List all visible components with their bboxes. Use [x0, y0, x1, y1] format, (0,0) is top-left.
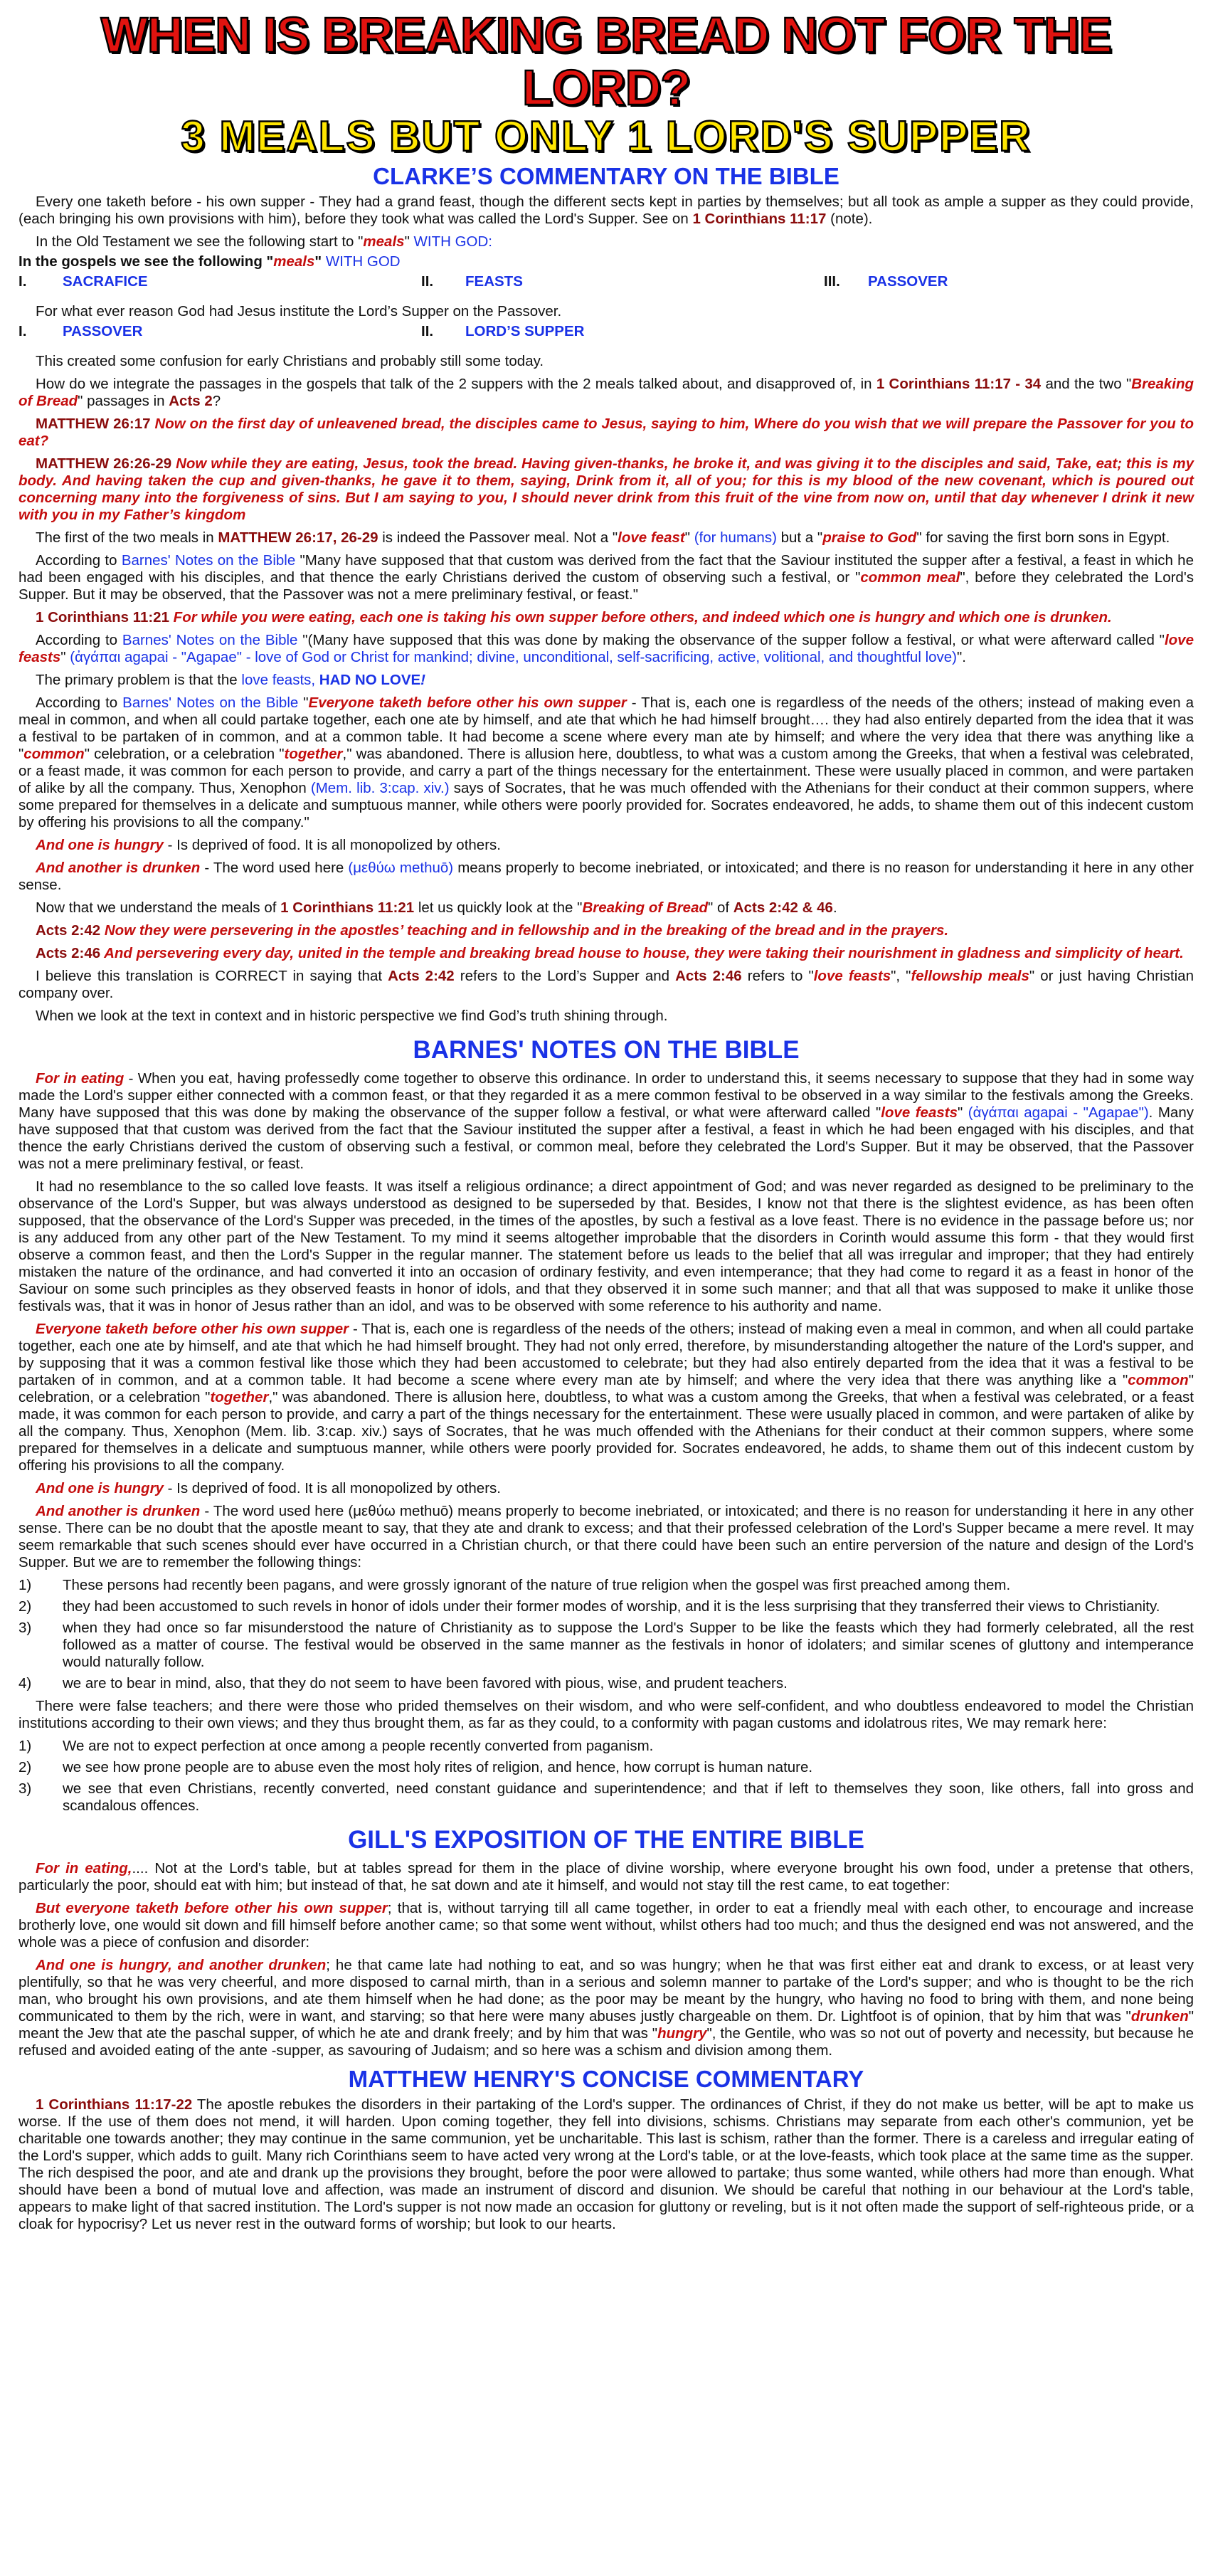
gill-paragraph-1: For in eating,.... Not at the Lord's table, but at tables spread for them in the place of divine worship, where everyone brought his own food, under a pretense that others, particularly the poor, should eat with him; but instead of that, he sat down and ate it himself, and would not stay till the rest came, to eat together: [18, 1860, 1194, 1894]
supper-list-item: I. PASSOVER [18, 323, 143, 339]
barnes-paragraph-2: It had no resemblance to the so called love feasts. It was itself a religious ordinance; a direct appointment of God; and was never regarded as designed to be preliminary to the observance of the Lord's Supper, but was always understood as designed to be superseded by that. Besides, I know not that there is the slightest evidence, as has been often supposed, that the observance of the Lord's Supper was preceded, in the times of the apostles, by such a festival as a love feast. There is no evidence in the passage before us; nor is any adduced from any other part of the New Testament. To my mind it seems altogether improbable that the disorders in Corinth would assume this form - that they would first observe a common feast, and then the Lord's Supper in the regular manner. The statement before us leads to the belief that all was irregular and improper; that they had entirely mistaken the nature of the ordinance, and had converted it into an occasion of ordinary festivity, and even intemperance; that they had come to regard it as a feast in honor of the Saviour on some such principles as they observed feasts in honor of idols, and that they observed it in some such manner; and that all that was supposed to make it unlike those festivals was, that it was in honor of Jesus rather than an idol, and was to be observed with some reference to his authority and name. [18, 1178, 1194, 1314]
list-item: 4) we are to bear in mind, also, that they do not seem to have been favored with pious, wise, and prudent teachers. [18, 1675, 788, 1691]
meals-list-item: III. PASSOVER [824, 273, 948, 290]
false-teachers-paragraph: There were false teachers; and there were those who prided themselves on their wisdom, and who were self-confident, and who doubtless endeavored to model the Christian institutions according to their own views; and they thus brought them, as far as they could, to a conformity with pagan customs and idolatrous rites, We may remark here: [18, 1698, 1194, 1731]
believe-paragraph: I believe this translation is CORRECT in saying that Acts 2:42 refers to the Lord’s Supper and Acts 2:46 refers to "love feasts", "fellowship meals" or just having Christian company over. [18, 968, 1194, 1001]
corinthians-11-21-quote: 1 Corinthians 11:21 For while you were eating, each one is taking his own supper before others, and indeed which one is hungry and which one is drunken. [36, 609, 1112, 625]
barnes-paragraph-3: Everyone taketh before other his own supper - That is, each one is regardless of the needs of the others; instead of making even a meal in common, and when all could partake together, each one ate by himself, and ate that which he had himself brought. They had not only erred, therefore, by misunderstanding altogether the nature of the Lord's supper, and by supposing that it was a common festival like those which they had been accustomed to celebrate; but they had also entirely departed from the idea that it was a festival to be partaken of in common, and at a common table. It had become a scene where every man ate by himself; and where the very idea that there was anything like a "common" celebration, or a celebration "together," was abandoned. There is allusion here, doubtless, to what was a custom among the Greeks, that when a festival was celebrated, or a feast made, it was common for each person to provide, and carry a part of the things necessary for the entertainment. These were usually placed in common, and were partaken of alike by all the company. Thus, Xenophon (Mem. lib. 3:cap. xiv.) says of Socrates, that he was much offended with the Athenians for their conduct at their common suppers, where some prepared for themselves in a delicate and sumptuous manner, while others were poorly provided for. Socrates endeavored, he adds, to shame them out of this indecent custom by offering his provisions to all the company. [18, 1321, 1194, 1474]
henry-heading: MATTHEW HENRY'S CONCISE COMMENTARY [348, 2066, 864, 2092]
list-item: 2) we see how prone people are to abuse even the most holy rites of religion, and hence, how corrupt is human nature. [18, 1759, 813, 1775]
barnes-hungry-line: And one is hungry - Is deprived of food. It is all monopolized by others. [36, 1480, 501, 1496]
hungry-line: And one is hungry - Is deprived of food. It is all monopolized by others. [36, 837, 501, 853]
barnes-quote-3: According to Barnes' Notes on the Bible "Everyone taketh before other his own supper - That is, each one is regardless of the needs of the others; instead of making even a meal in common, and when all could partake together, each one ate by himself, and ate that which he had himself brought…. they had also entirely departed from the idea that it was a festival to be partaken of in common, and at a common table. It had become a scene where every man ate by himself; and where the very idea that there was anything like a "common" celebration, or a celebration "together," was abandoned. There is allusion here, doubtless, to what was a custom among the Greeks, that when a festival was celebrated, or a feast made, it was common for each person to provide, and carry a part of the things necessary for the entertainment. These were usually placed in common, and were partaken of alike by all the company. Thus, Xenophon (Mem. lib. 3:cap. xiv.) says of Socrates, that he was much offended with the Athenians for their conduct at their common suppers, where some prepared for themselves in a delicate and sumptuous manner, while others were poorly provided for. Socrates endeavored, he adds, to shame them out of this indecent custom by offering his provisions to all the company." [18, 695, 1194, 830]
barnes-quote-1: According to Barnes' Notes on the Bible "Many have supposed that that custom was derived from the fact that the Saviour instituted the supper after a festival, a feast in which he had been engaged with his disciples, and that thence the early Christians derived the custom of observing such a festival, or "common meal", before they celebrated the Lord's Supper. But it may be observed, that the Passover was not a mere preliminary festival, or feast." [18, 552, 1194, 603]
gill-heading: GILL'S EXPOSITION OF THE ENTIRE BIBLE [348, 1826, 864, 1854]
page-subtitle: 3 MEALS BUT ONLY 1 LORD'S SUPPER [181, 112, 1032, 160]
list-item: 1) These persons had recently been pagans, and were grossly ignorant of the nature of true religion when the gospel was first preached among them. [18, 1577, 1011, 1593]
meals-list [18, 273, 1194, 290]
acts-2-42-quote: Acts 2:42 Now they were persevering in the apostles’ teaching and in fellowship and in the breaking of the bread and in the prayers. [36, 922, 949, 939]
list-item: 3) we see that even Christians, recently converted, need constant guidance and superintendence; and that if left to themselves they soon, like others, fall into gross and scandalous offences. [18, 1780, 1194, 1814]
meals-list-item: II. FEASTS [421, 273, 523, 290]
list-item: 1) We are not to expect perfection at once among a people recently converted from paganism. [18, 1738, 654, 1754]
meals-list-item: I. SACRAFICE [18, 273, 148, 290]
barnes-remarks-list [18, 1738, 1194, 1815]
confusion-line: This created some confusion for early Christians and probably still some today. [36, 353, 544, 369]
context-line: When we look at the text in context and in historic perspective we find God’s truth shining through. [36, 1008, 668, 1024]
reason-line: For what ever reason God had Jesus institute the Lord’s Supper on the Passover. [36, 303, 562, 320]
barnes-link[interactable]: Barnes' Notes on the Bible [122, 632, 298, 648]
page-title: WHEN IS BREAKING BREAD NOT FOR THE LORD? [100, 7, 1112, 115]
barnes-paragraph-1: For in eating - When you eat, having professedly come together to observe this ordinance. In order to understand this, it seems necessary to suppose that they had in some way made the Lord's supper either connected with a common feast, or that they regarded it as a mere common festival to be observed in a way similar to the festivals among the Greeks. Many have supposed that this was done by making the observance of the supper follow a festival, or what were afterward called "love feasts" (ἀγάπαι agapai - "Agapae"). Many have supposed that that custom was derived from the fact that the Saviour instituted the supper after a festival, a feast in which he had been engaged with his disciples, and that thence the early Christians derived the custom of observing such a festival, or common meal, before they celebrated the Lord's Supper. But it may be observed, that the Passover was not a mere preliminary festival, or feast. [18, 1070, 1194, 1172]
gill-paragraph-3: And one is hungry, and another drunken; he that came late had nothing to eat, and so was hungry; when he that was first either eat and drank to excess, or at least very plentifully, so that he was very cheerful, and more disposed to carnal mirth, than in a serious and solemn manner to partake of the Lord's supper; and who is thought to be the rich man, who brought his own provisions, and ate them himself when he had done; as the poor may be meant by the hungry, who having no food to bring with them, and none being communicated to them by the rich, were in want, and starving; so that here were many abuses justly chargeable on them. Dr. Lightfoot is of opinion, that by him that was "drunken" meant the Jew that ate the paschal supper, of which he ate and drank freely; and by him that was "hungry", the Gentile, who was so not out of poverty and necessity, but because he refused and avoided eating of the ante -supper, as savouring of Judaism; and so here was a schism and division among them. [18, 1957, 1194, 2059]
first-meal-paragraph: The first of the two meals in MATTHEW 26:17, 26-29 is indeed the Passover meal. Not a "love feast" (for humans) but a "praise to God" for saving the first born sons in Egypt. [36, 529, 1170, 546]
scripture-link[interactable]: 1 Corinthians 11:21 [280, 899, 415, 916]
barnes-link[interactable]: Barnes' Notes on the Bible [122, 695, 299, 711]
clarke-heading: CLARKE’S COMMENTARY ON THE BIBLE [373, 163, 839, 189]
supper-list-item: II. LORD’S SUPPER [421, 323, 585, 339]
scripture-link[interactable]: Acts 2:42 & 46 [733, 899, 833, 916]
clarke-intro-paragraph: Every one taketh before - his own supper - They had a grand feast, though the different sects kept in parties by themselves; but all took as ample a supper as they could provide, (each bringing his own provisions with him), before they took what was called the Lord's Supper. See on 1 Corinthians 11:17 (note). [18, 194, 1194, 227]
scripture-link[interactable]: 1 Corinthians 11:17-22 [36, 2096, 193, 2113]
list-item: 3) when they had once so far misunderstood the nature of Christianity as to suppose the Lord's Supper to be like the feasts which they had formerly celebrated, all the rest followed as a matter of course. The festival would be observed in the same manner as the festivals in honor of idolaters; and similar scenes of gluttony and intemperance would naturally follow. [18, 1620, 1194, 1670]
barnes-drunken-paragraph: And another is drunken - The word used here (μεθύω methuō) means properly to become inebriated, or intoxicated; and there is no reason for understanding it here in any other sense. There can be no doubt that the apostle meant to say, that they ate and drank to excess; and that their professed celebration of the Lord's Supper became a mere revel. It may seem remarkable that such scenes should ever have occurred in a Christian church, or that there could have been such an entire perversion of the nature and design of the Lord's Supper. But we are to remember the following things: [18, 1503, 1194, 1571]
primary-problem-line: The primary problem is that the love feasts, HAD NO LOVE! [36, 672, 425, 688]
barnes-heading: BARNES' NOTES ON THE BIBLE [413, 1036, 800, 1064]
scripture-link[interactable]: Acts 2 [169, 393, 213, 409]
matthew-26-17-quote: MATTHEW 26:17 Now on the first day of unleavened bread, the disciples came to Jesus, saying to him, Where do you wish that we will prepare the Passover for you to eat? [18, 416, 1194, 449]
now-understand-line: Now that we understand the meals of 1 Corinthians 11:21 let us quickly look at the "Breaking of Bread" of Acts 2:42 & 46. [36, 899, 837, 916]
acts-2-46-quote: Acts 2:46 And persevering every day, united in the temple and breaking bread house to house, they were taking their nourishment in gladness and simplicity of heart. [36, 945, 1184, 961]
scripture-link[interactable]: 1 Corinthians 11:17 [692, 211, 827, 227]
barnes-reasons-list [18, 1577, 1194, 1692]
barnes-quote-2: According to Barnes' Notes on the Bible "(Many have supposed that this was done by making the observance of the supper follow a festival, or what were afterward called "love feasts" (ἀγάπαι agapai - "Agapae" - love of God or Christ for mankind; divine, unconditional, self-sacrificing, active, volitional, and thoughtful love)". [18, 632, 1194, 665]
henry-paragraph: 1 Corinthians 11:17-22 The apostle rebukes the disorders in their partaking of the Lord's supper. The ordinances of Christ, if they do not make us better, will be apt to make us worse. If the use of them does not mend, it will harden. Upon coming together, they fell into divisions, schisms. Christians may separate from each other's communion, yet be charitable one towards another; they may continue in the same communion, yet be uncharitable. This last is schism, rather than the former. There is a careless and irregular eating of the Lord's supper, which adds to guilt. Many rich Corinthians seem to have acted very wrong at the Lord's table, or at the love-feasts, which took place at the same time as the supper. The rich despised the poor, and ate and drank up the provisions they brought, before the poor were allowed to partake; thus some wanted, while others had more than enough. What should have been a bond of mutual love and affection, was made an instrument of discord and disunion. We should be careful that nothing in our behaviour at the Lord's table, appears to make light of that sacred institution. The Lord's supper is not now made an occasion for gluttony or reveling, but is it not often made the support of self-righteous pride, or a cloak for hypocrisy? Let us never rest in the outward forms of worship; but look to our hearts. [18, 2096, 1194, 2232]
matthew-26-26-quote: MATTHEW 26:26-29 Now while they are eating, Jesus, took the bread. Having given-thanks, he broke it, and was giving it to the disciples and said, Take, eat; this is my body. And having taken the cup and given-thanks, he gave it to them, saying, Drink from it, all of you; for this is my blood of the new covenant, which is poured out concerning many into the forgiveness of sins. But I am saying to you, I should never drink from this fruit of the vine from now on, until that day whenever I drink it new with you in my Father’s kingdom [18, 455, 1194, 523]
drunken-line: And another is drunken - The word used here (μεθύω methuō) means properly to become inebriated, or intoxicated; and there is no reason for understanding it here in any other sense. [18, 860, 1194, 893]
gill-paragraph-2: But everyone taketh before other his own supper; that is, without tarrying till all came together, in order to eat a friendly meal with each other, to encourage and increase brotherly love, one would sit down and fill himself before another came; so that some went without, whilst others had too much; and thus the designed end was not answered, and the whole was a piece of confusion and disorder: [18, 1900, 1194, 1951]
ot-meals-line: In the Old Testament we see the following start to "meals" WITH GOD: [36, 233, 493, 250]
supper-list [18, 323, 1194, 340]
barnes-link[interactable]: Barnes' Notes on the Bible [121, 552, 296, 569]
integrate-paragraph: How do we integrate the passages in the gospels that talk of the 2 suppers with the 2 meals talked about, and disapproved of, in 1 Corinthians 11:17 - 34 and the two "Breaking of Bread" passages in Acts 2? [18, 376, 1194, 409]
list-item: 2) they had been accustomed to such revels in honor of idols under their former modes of worship, and it is the less surprising that they transferred their views to Christianity. [18, 1598, 1160, 1615]
gospel-meals-line: In the gospels we see the following "meals" WITH GOD [18, 253, 401, 270]
scripture-link[interactable]: 1 Corinthians 11:17 - 34 [876, 376, 1042, 392]
